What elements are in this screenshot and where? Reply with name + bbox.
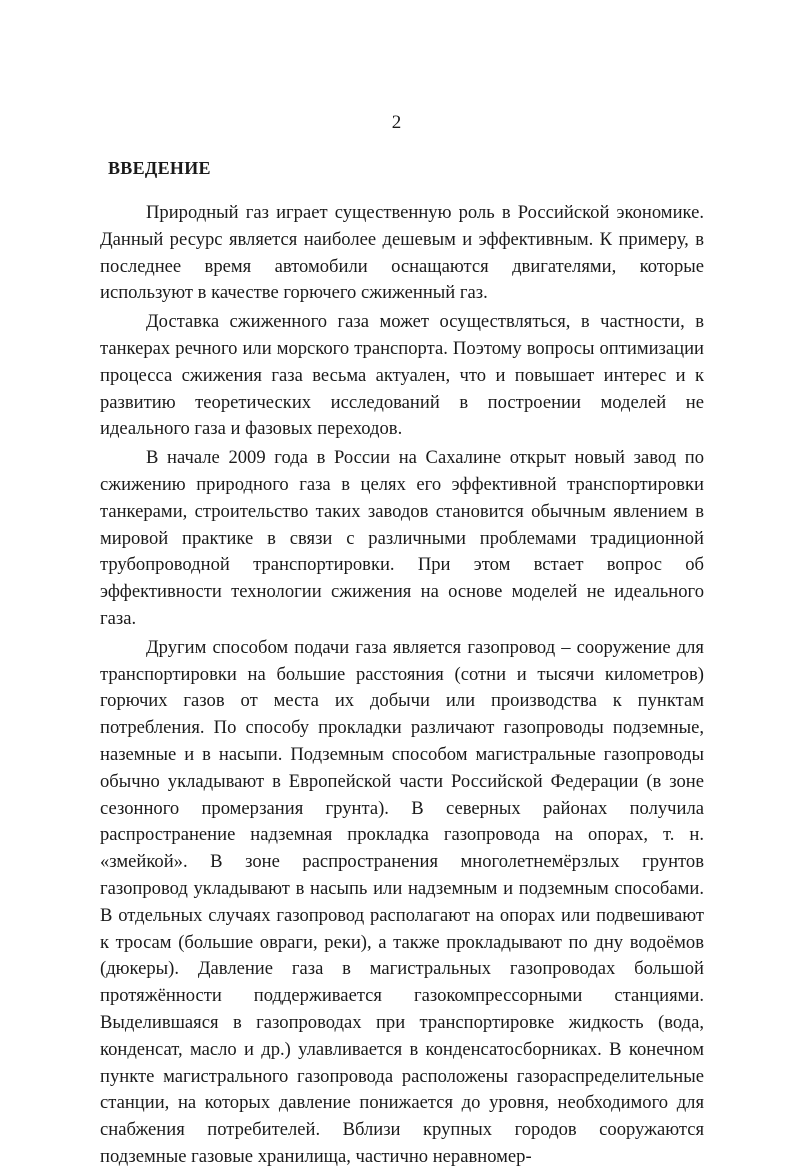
paragraph: В начале 2009 года в России на Сахалине открыт новый завод по сжижению природного газа в целях его эффективной транспортировки танкерами, строительство таких заводов становится обычным явлением в мировой практике в связи с различными проблемами традиционной трубопроводной транспортировки. При этом встает вопрос об эффективности технологии сжижения на основе моделей не идеального газа. <box>100 447 704 629</box>
paragraph: Другим способом подачи газа является газопровод – сооружение для транспортировки на большие расстояния (сотни и тысячи километров) горючих газов от места их добычи или производства к пунктам потребления. По способу прокладки различают газопроводы подземные, наземные и в насыпи. Подземным способом магистральные газопроводы обычно укладывают в Европейской части Российской Федерации (в зоне сезонного промерзания грунта). В северных районах получила распространение надземная прокладка газопровода на опорах, т. н. «змейкой». В зоне распространения многолетнемёрзлых грунтов газопровод укладывают в насыпь или надземным и подземным способами. В отдельных случаях газопровод располагают на опорах или подвешивают к тросам (большие овраги, реки), а также прокладывают по дну водоёмов (дюкеры). Давление газа в магистральных газопроводах большой протяжённости поддерживается газокомпрессорными станциями. Выделившаяся в газопроводах при транспортировке жидкость (вода, конденсат, масло и др.) улавливается в конденсатосборниках. В конечном пункте магистрального газопровода расположены газораспределительные станции, на которых давление понижается до уровня, необходимого для снабжения потребителей. Вблизи крупных городов сооружаются подземные газовые хранилища, частично неравномер- <box>100 636 704 1167</box>
body-text <box>100 200 704 1173</box>
page-number: 2 <box>391 112 402 133</box>
paragraph: Доставка сжиженного газа может осуществляться, в частности, в танкерах речного или морского транспорта. Поэтому вопросы оптимизации процесса сжижения газа весьма актуален, что и повышает интерес и к развитию теоретических исследований в построении моделей не идеального газа и фазовых переходов. <box>100 311 704 440</box>
section-heading: ВВЕДЕНИЕ <box>108 158 211 178</box>
paragraph: Природный газ играет существенную роль в Российской экономике. Данный ресурс является наиболее дешевым и эффективным. К примеру, в последнее время автомобили оснащаются двигателями, которые используют в качестве горючего сжиженный газ. <box>100 202 704 304</box>
